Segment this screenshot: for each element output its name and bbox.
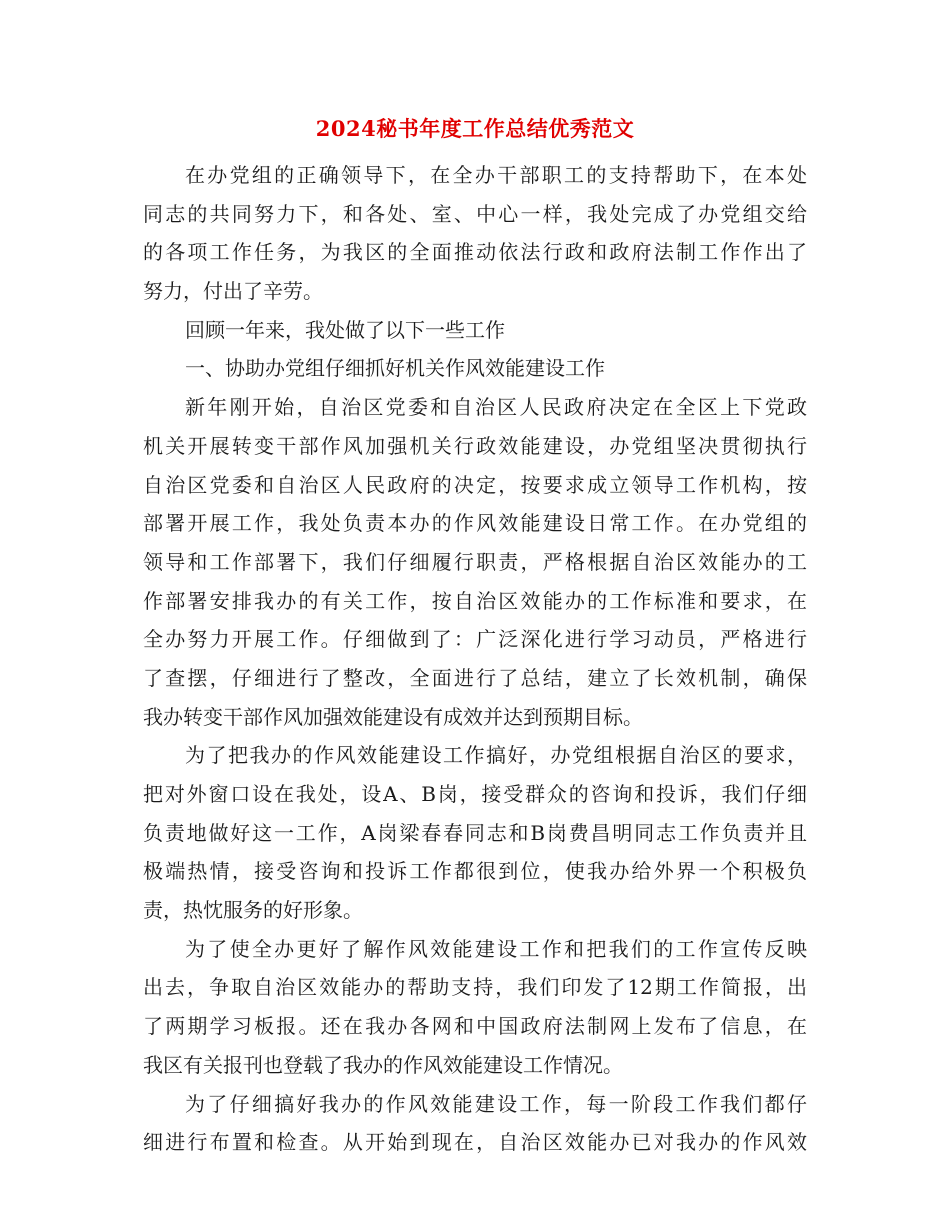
- text-line: 为了把我办的作风效能建设工作搞好，办党组根据自治区的要求，: [185, 743, 807, 768]
- text-line: 在办党组的正确领导下，在全办干部职工的支持帮助下，在本处: [185, 163, 807, 187]
- text-line: 责，热忱服务的好形象。: [143, 898, 363, 923]
- text-line: 细进行布置和检查。从开始到现在，自治区效能办已对我办的作风效: [143, 1130, 807, 1155]
- text-line: 同志的共同努力下，和各处、室、中心一样，我处完成了办党组交给: [143, 201, 807, 226]
- text-line: 全办努力开展工作。仔细做到了：广泛深化进行学习动员，严格进行: [143, 627, 807, 652]
- text-line: 作部署安排我办的有关工作，按自治区效能办的工作标准和要求，在: [143, 588, 807, 613]
- text-line: 把对外窗口设在我处，设A、B岗，接受群众的咨询和投诉，我们仔细: [143, 782, 807, 806]
- text-line: 部署开展工作，我处负责本办的作风效能建设日常工作。在办党组的: [143, 511, 807, 536]
- text-line: 一、协助办党组仔细抓好机关作风效能建设工作: [185, 356, 605, 381]
- document-title: 2024秘书年度工作总结优秀范文: [315, 116, 635, 141]
- text-line: 自治区党委和自治区人民政府的决定，按要求成立领导工作机构，按: [143, 472, 807, 497]
- text-line: 的各项工作任务，为我区的全面推动依法行政和政府法制工作作出了: [143, 240, 807, 265]
- text-line: 负责地做好这一工作，A岗梁春春同志和B岗费昌明同志工作负责并且: [143, 820, 807, 845]
- text-line: 回顾一年来，我处做了以下一些工作: [185, 317, 505, 342]
- text-line: 出去，争取自治区效能办的帮助支持，我们印发了12期工作简报，出: [143, 975, 807, 1000]
- text-line: 我办转变干部作风加强效能建设有成效并达到预期目标。: [143, 704, 643, 729]
- text-line: 我区有关报刊也登载了我办的作风效能建设工作情况。: [143, 1052, 623, 1077]
- text-line: 为了使全办更好了解作风效能建设工作和把我们的工作宣传反映: [185, 936, 807, 961]
- text-line: 为了仔细搞好我办的作风效能建设工作，每一阶段工作我们都仔: [185, 1091, 807, 1116]
- text-line: 极端热情，接受咨询和投诉工作都很到位，使我办给外界一个积极负: [143, 859, 807, 884]
- text-line: 机关开展转变干部作风加强机关行政效能建设，办党组坚决贯彻执行: [143, 433, 807, 458]
- text-line: 了两期学习板报。还在我办各网和中国政府法制网上发布了信息，在: [143, 1014, 807, 1039]
- text-line: 新年刚开始，自治区党委和自治区人民政府决定在全区上下党政: [185, 395, 807, 420]
- text-line: 了查摆，仔细进行了整改，全面进行了总结，建立了长效机制，确保: [143, 665, 807, 690]
- document-body: [143, 156, 807, 1162]
- text-line: 领导和工作部署下，我们仔细履行职责，严格根据自治区效能办的工: [143, 549, 807, 574]
- text-line: 努力，付出了辛劳。: [143, 279, 323, 304]
